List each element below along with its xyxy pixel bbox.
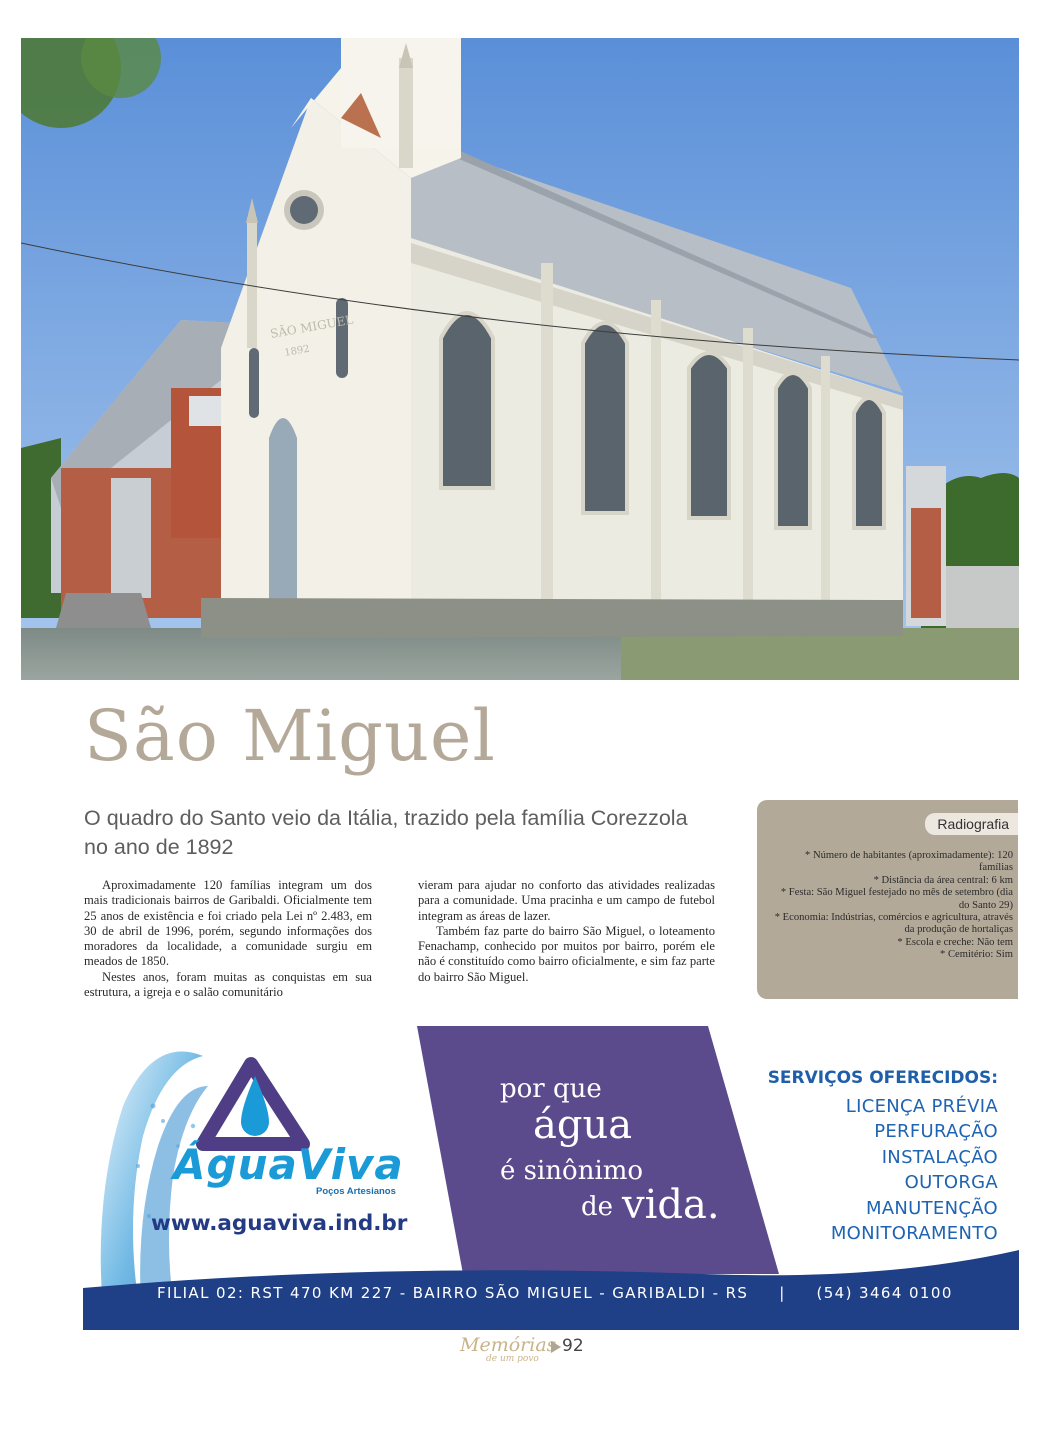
church-photo <box>21 38 1019 680</box>
article-column-1 <box>84 878 372 1000</box>
paragraph: Nestes anos, foram muitas as conquistas em sua estrutura, a igreja e o salão comunitário <box>84 969 372 1000</box>
ad-website-link[interactable]: www.aguaviva.ind.br <box>151 1211 408 1236</box>
paragraph: vieram para ajudar no conforto das atividades realizadas para a comunidade. Uma pracinha e um campo de futebol integram as áreas de lazer. <box>418 878 715 923</box>
service-item: OUTORGA <box>904 1172 998 1194</box>
radiografia-item: * Distância da área central: 6 km <box>873 874 1013 886</box>
services-list <box>768 1068 998 1246</box>
radiografia-label: Radiografia <box>925 813 1018 835</box>
logo-icon <box>203 1064 303 1144</box>
page-number: 92 <box>562 1336 584 1356</box>
service-item: INSTALAÇÃO <box>881 1146 998 1168</box>
services-title: SERVIÇOS OFERECIDOS: <box>767 1068 998 1088</box>
facade-year: 1892 <box>283 343 311 359</box>
paragraph: Também faz parte do bairro São Miguel, o loteamento Fenachamp, conhecido por muitos por bairro, porém ele não é constituído como bairro oficialmente, e sim faz parte do bairro São Miguel. <box>418 923 715 984</box>
advertisement <box>83 1026 1019 1330</box>
radiografia-item: * Economia: Indústrias, comércios e agricultura, através da produção de hortaliças <box>774 912 1013 936</box>
brand-tagline: Poços Artesianos <box>316 1186 396 1197</box>
publication-logo: Memórias <box>460 1334 557 1356</box>
paragraph: Aproximadamente 120 famílias integram um dos mais tradicionais bairros de Garibaldi. Oficialmente tem 25 anos de existência e foi criado pela Lei nº 2.483, em 30 de abril de 1996, porém, segundo informações dos moradores da localidade, a comunidade surgiu em meados de 1850. <box>84 878 372 969</box>
radiografia-item: * Festa: São Miguel festejado no mês de setembro (dia do Santo 29) <box>780 887 1013 911</box>
slogan-line: de <box>581 1192 614 1222</box>
service-item: MONITORAMENTO <box>830 1223 998 1245</box>
tagline-panel <box>417 1026 779 1274</box>
radiografia-item: * Número de habitantes (aproximadamente): 120 famílias <box>805 850 1013 874</box>
page-arrow-icon <box>551 1341 561 1353</box>
service-item: MANUTENÇÃO <box>865 1197 998 1219</box>
radiografia-box <box>757 800 1018 999</box>
service-item: PERFURAÇÃO <box>874 1121 998 1143</box>
facade-inscription: SÃO MIGUEL <box>269 312 355 341</box>
brand-name: ÁguaViva <box>173 1140 404 1189</box>
radiografia-item: * Cemitério: Sim <box>940 949 1013 961</box>
radiografia-item: * Escola e creche: Não tem <box>897 936 1013 948</box>
slogan-line: água <box>533 1102 633 1148</box>
slogan-line: vida. <box>622 1182 720 1228</box>
slogan-line: por que <box>500 1074 602 1104</box>
article-subtitle: O quadro do Santo veio da Itália, trazido pela família Corezzola no ano de 1892 <box>84 806 688 859</box>
service-item: LICENÇA PRÉVIA <box>845 1096 998 1117</box>
publication-logo-sub: de um povo <box>486 1354 539 1364</box>
ad-contact-line: FILIAL 02: RST 470 KM 227 - BAIRRO SÃO MIGUEL - GARIBALDI - RS | (54) 3464 0100 <box>157 1284 953 1302</box>
slogan-line: é sinônimo <box>500 1156 644 1186</box>
article-column-2 <box>418 878 715 985</box>
radiografia-list <box>773 850 1013 962</box>
article-title: São Miguel <box>84 695 496 777</box>
